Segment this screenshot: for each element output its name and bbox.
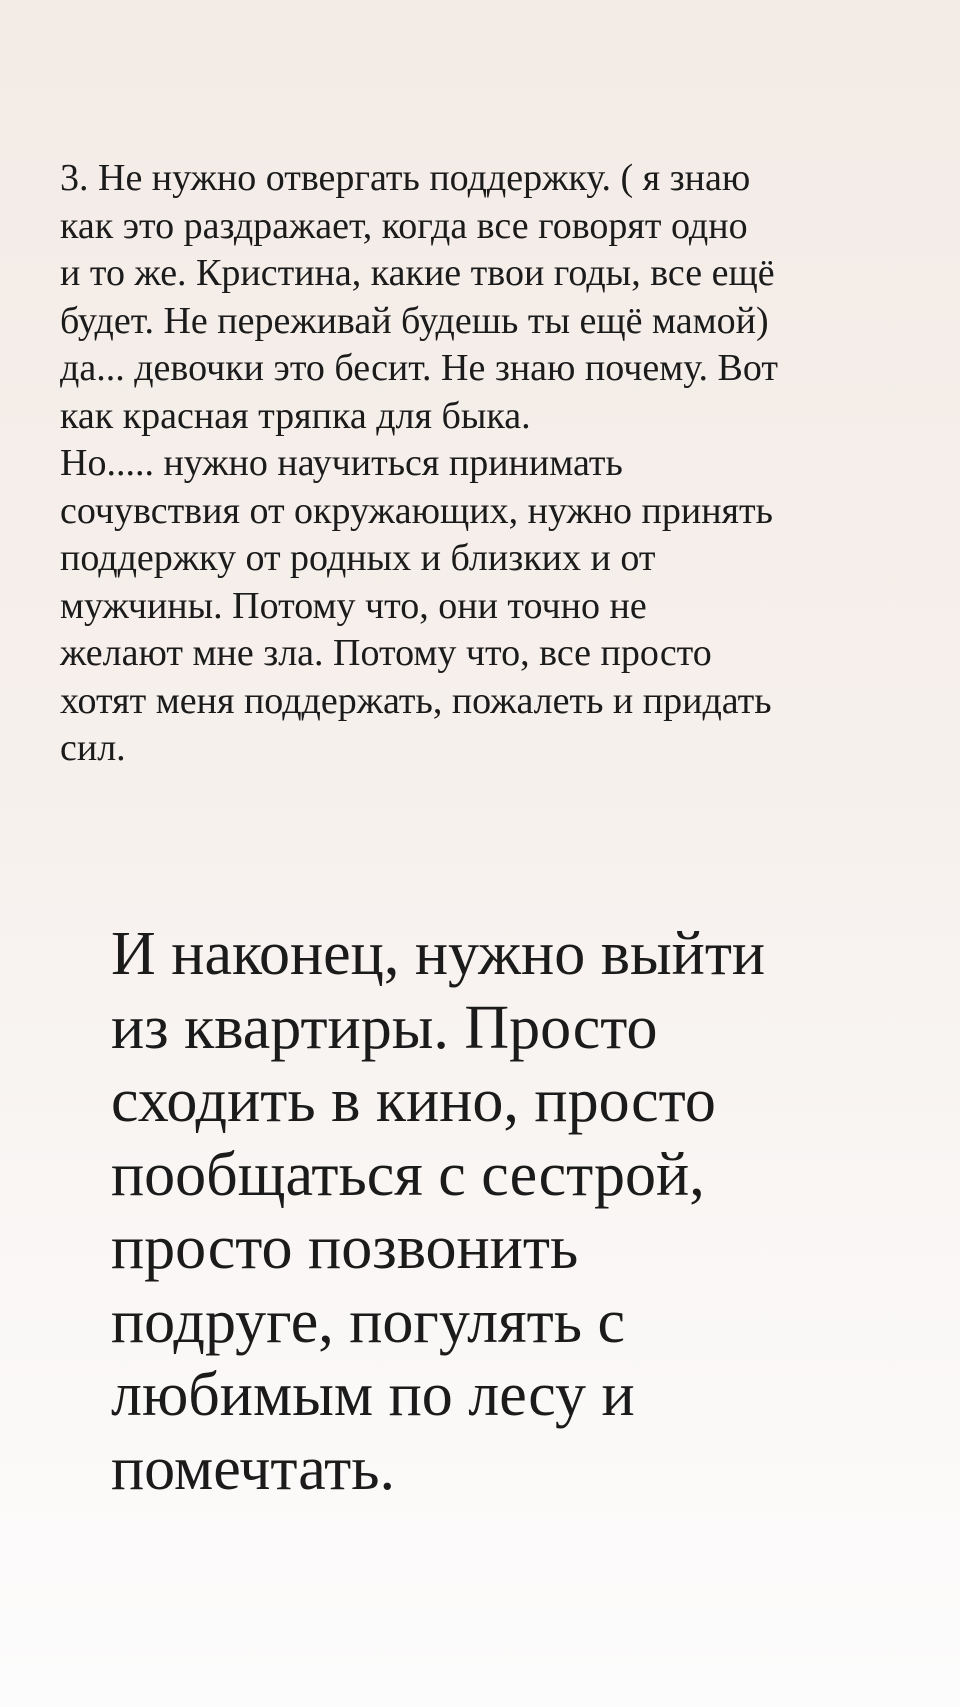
story-text-top: 3. Не нужно отвергать поддержку. ( я знаю как это раздражает, когда все говорят одно и то же. Кристина, какие твои годы, все ещё будет. Не переживай будешь ты ещё мамой) да... девочки это бесит. Не знаю почему. Вот как красная тряпка для быка. Но..... нужно научиться принимать сочувствия от окружающих, нужно принять поддержку от родных и близких и от мужчины. Потому что, они точно не желают мне зла. Потому что, все просто хотят меня поддержать, пожалеть и придать сил. — [60, 157, 778, 769]
story-text-bottom: И наконец, нужно выйти из квартиры. Просто сходить в кино, просто пообщаться с сестрой, просто позвонить подруге, погулять с любимым по лесу и помечтать. — [111, 920, 766, 1503]
